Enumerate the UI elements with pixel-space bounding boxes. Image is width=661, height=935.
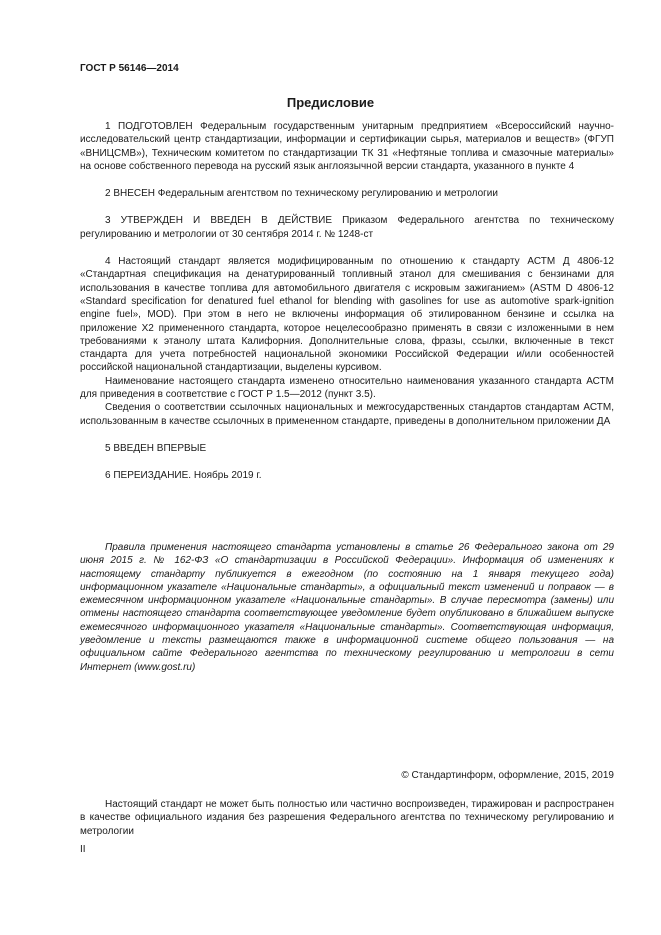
paragraph-4-title-note: Наименование настоящего стандарта изменено относительно наименования указанного стандарта АСТМ для приведения в соответствие с ГОСТ Р 1.5—2012 (пункт 3.5).: [80, 375, 614, 401]
rules-notice: [80, 541, 614, 674]
reprint-notice: [80, 798, 614, 838]
page-number: II: [80, 844, 86, 855]
section-heading: Предисловие: [286, 95, 375, 110]
paragraph-1: 1 ПОДГОТОВЛЕН Федеральным государственным унитарным предприятием «Всероссийский научно-исследовательский центр стандартизации, информации и сертификации сырья, материалов и веществ» (ФГУП «ВНИЦСМВ»), Техническим комитетом по стандартизации ТК 31 «Нефтяные топлива и смазочные материалы» на основе собственного перевода на русский язык англоязычной версии стандарта, указанного в пункте 4: [80, 121, 614, 172]
reprint-notice-text: Настоящий стандарт не может быть полностью или частично воспроизведен, тиражирован и распространен в качестве официального издания без разрешения Федерального агентства по техническому регулированию и метрологии: [80, 799, 614, 837]
paragraph-6: 6 ПЕРЕИЗДАНИЕ. Ноябрь 2019 г.: [105, 470, 262, 482]
rules-notice-text: Правила применения настоящего стандарта установлены в статье 26 Федерального закона от 29 июня 2015 г. № 162-ФЗ «О стандартизации в Российской Федерации». Информация об изменениях к настоящему стандарту публикуется в ежегодном (по состоянию на 1 января текущего года) информационном указателе «Национальные стандарты», а официальный текст изменений и поправок — в ежемесячном информационном указателе «Национальные стандарты». В случае пересмотра (замены) или отмены настоящего стандарта соответствующее уведомление будет опубликовано в ближайшем выпуске ежемесячного информационного указателя «Национальные стандарты». Соответствующая информация, уведомление и тексты размещаются также в информационной системе общего пользования — на официальном сайте Федерального агентства по техническому регулированию и метрологии в сети Интернет (www.gost.ru): [80, 542, 614, 673]
paragraph-4: 4 Настоящий стандарт является модифицированным по отношению к стандарту АСТМ Д 4806-12 «Стандартная спецификация на денатурированный топливный этанол для смешивания с бензинами для использования в качестве топлива для автомобильного двигателя с искровым зажиганием» (ASTM D 4806-12 «Standard specification for denatured fuel ethanol for blending with gasolines for use as automotive spark-ignition engine fuel», MOD). При этом в него не включены информация об этилированном бензине и ссылка на приложение Х2 примененного стандарта, которое нецелесообразно применять в связи с изложенными в нем требованиями к этанолу штата Калифорния. Дополнительные слова, фразы, ссылки, включенные в текст стандарта для учета потребностей национальной экономики Российской Федерации и/или особенностей российской национальной стандартизации, выделены курсивом.: [80, 256, 614, 374]
paragraph-2: 2 ВНЕСЕН Федеральным агентством по техническому регулированию и метрологии: [105, 188, 498, 200]
paragraph-4-references-note: Сведения о соответствии ссылочных национальных и межгосударственных стандартов стандартам АСТМ, использованным в качестве ссылочных в примененном стандарте, приведены в дополнительном приложении ДА: [80, 402, 614, 427]
paragraph-3: 3 УТВЕРЖДЕН И ВВЕДЕН В ДЕЙСТВИЕ Приказом Федерального агентства по техническому регулированию и метрологии от 30 сентября 2014 г. № 1248-ст: [80, 215, 614, 240]
paragraph-5: 5 ВВЕДЕН ВПЕРВЫЕ: [105, 442, 207, 454]
standard-id: ГОСТ Р 56146—2014: [80, 63, 179, 74]
copyright: © Стандартинформ, оформление, 2015, 2019: [401, 770, 614, 781]
foreword-body: [80, 120, 614, 483]
